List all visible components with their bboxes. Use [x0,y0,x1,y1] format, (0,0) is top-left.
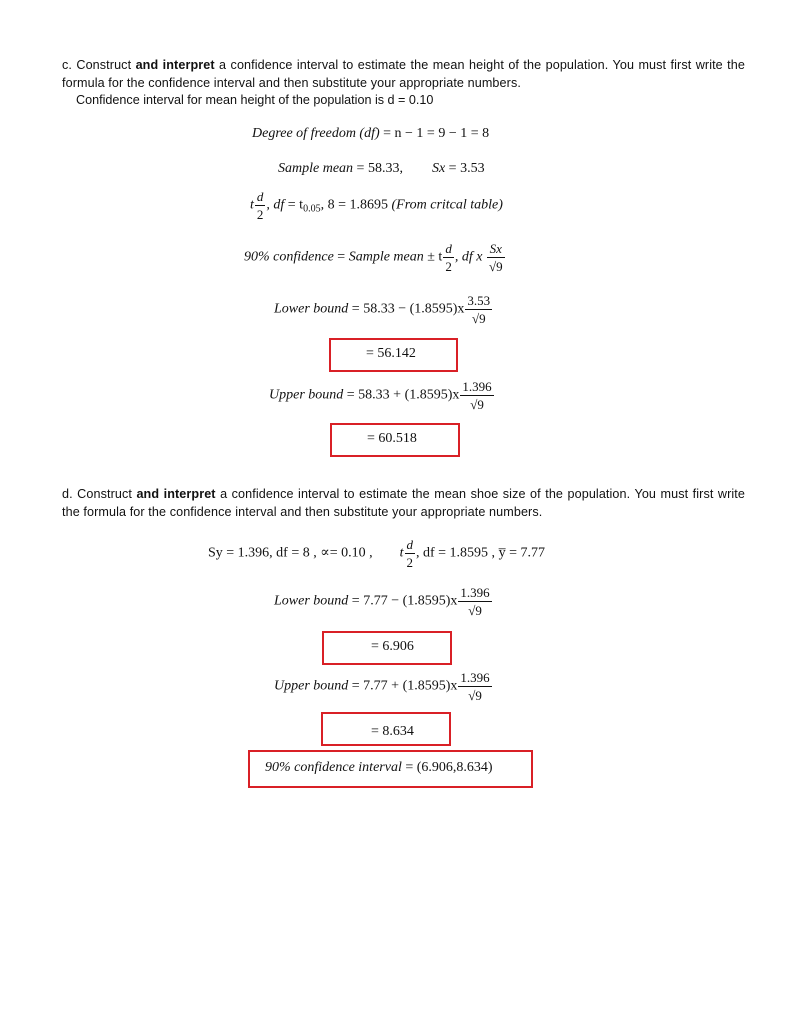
t-critical-equation: t $\frac{d}{2}$ , df = $t_{0.05}$, 8 = 1.8695 (From critcal table) [250,189,503,222]
upper-bound-d: Upper bound = 7.77 + (1.8595)x $\frac{1.396}{√9}$ [274,670,490,703]
sample-stats: Sample mean = 58.33, Sx = 3.53 [278,161,485,176]
question-d: d. Construct and interpret a confidence interval to estimate the mean shoe size of the population. You must first write the formula for the confidence interval and then substitute your appropriate numbers. [62,487,746,519]
lower-result-c: = 56.142 [366,346,416,361]
upper-result-d: = 8.634 [371,724,414,739]
question-c: c. Construct and interpret a confidence interval to estimate the mean height of the population. You must first write the formula for the confidence interval and then substitute your appropriate numbers. [62,58,745,90]
sx-over-root-fraction: $\frac{Sx}{√9}$ [488,241,503,274]
ci-formula: 90% confidence = Sample mean ± t $\frac{d}{2}$ , df x $\frac{Sx}{√9}$ [244,241,503,274]
lower-bound-c: Lower bound = 58.33 − (1.8595)x $\frac{3.53}{√9}$ [274,293,491,326]
upper-result-c: = 60.518 [367,431,417,446]
lower-bound-d: Lower bound = 7.77 − (1.8595)x $\frac{1.396}{√9}$ [274,585,490,618]
upper-bound-c: Upper bound = 58.33 + (1.8595)x $\frac{1.396}{√9}$ [269,379,492,412]
lower-result-d: = 6.906 [371,639,414,654]
confidence-note: Confidence interval for mean height of the population is d = 0.10 [76,93,434,107]
shoe-params: Sy = 1.396, df = 8 , ∝= 0.10 , t $\frac{d}{2}$ , df = 1.8595 , y̅ = 7.77 [208,537,545,570]
d-over-2-fraction: $\frac{d}{2}$ [256,189,264,222]
dof-equation: Degree of freedom (df) = n − 1 = 9 − 1 = 8 [252,126,490,141]
confidence-interval-result: 90% confidence interval = (6.906,8.634) [265,760,493,775]
